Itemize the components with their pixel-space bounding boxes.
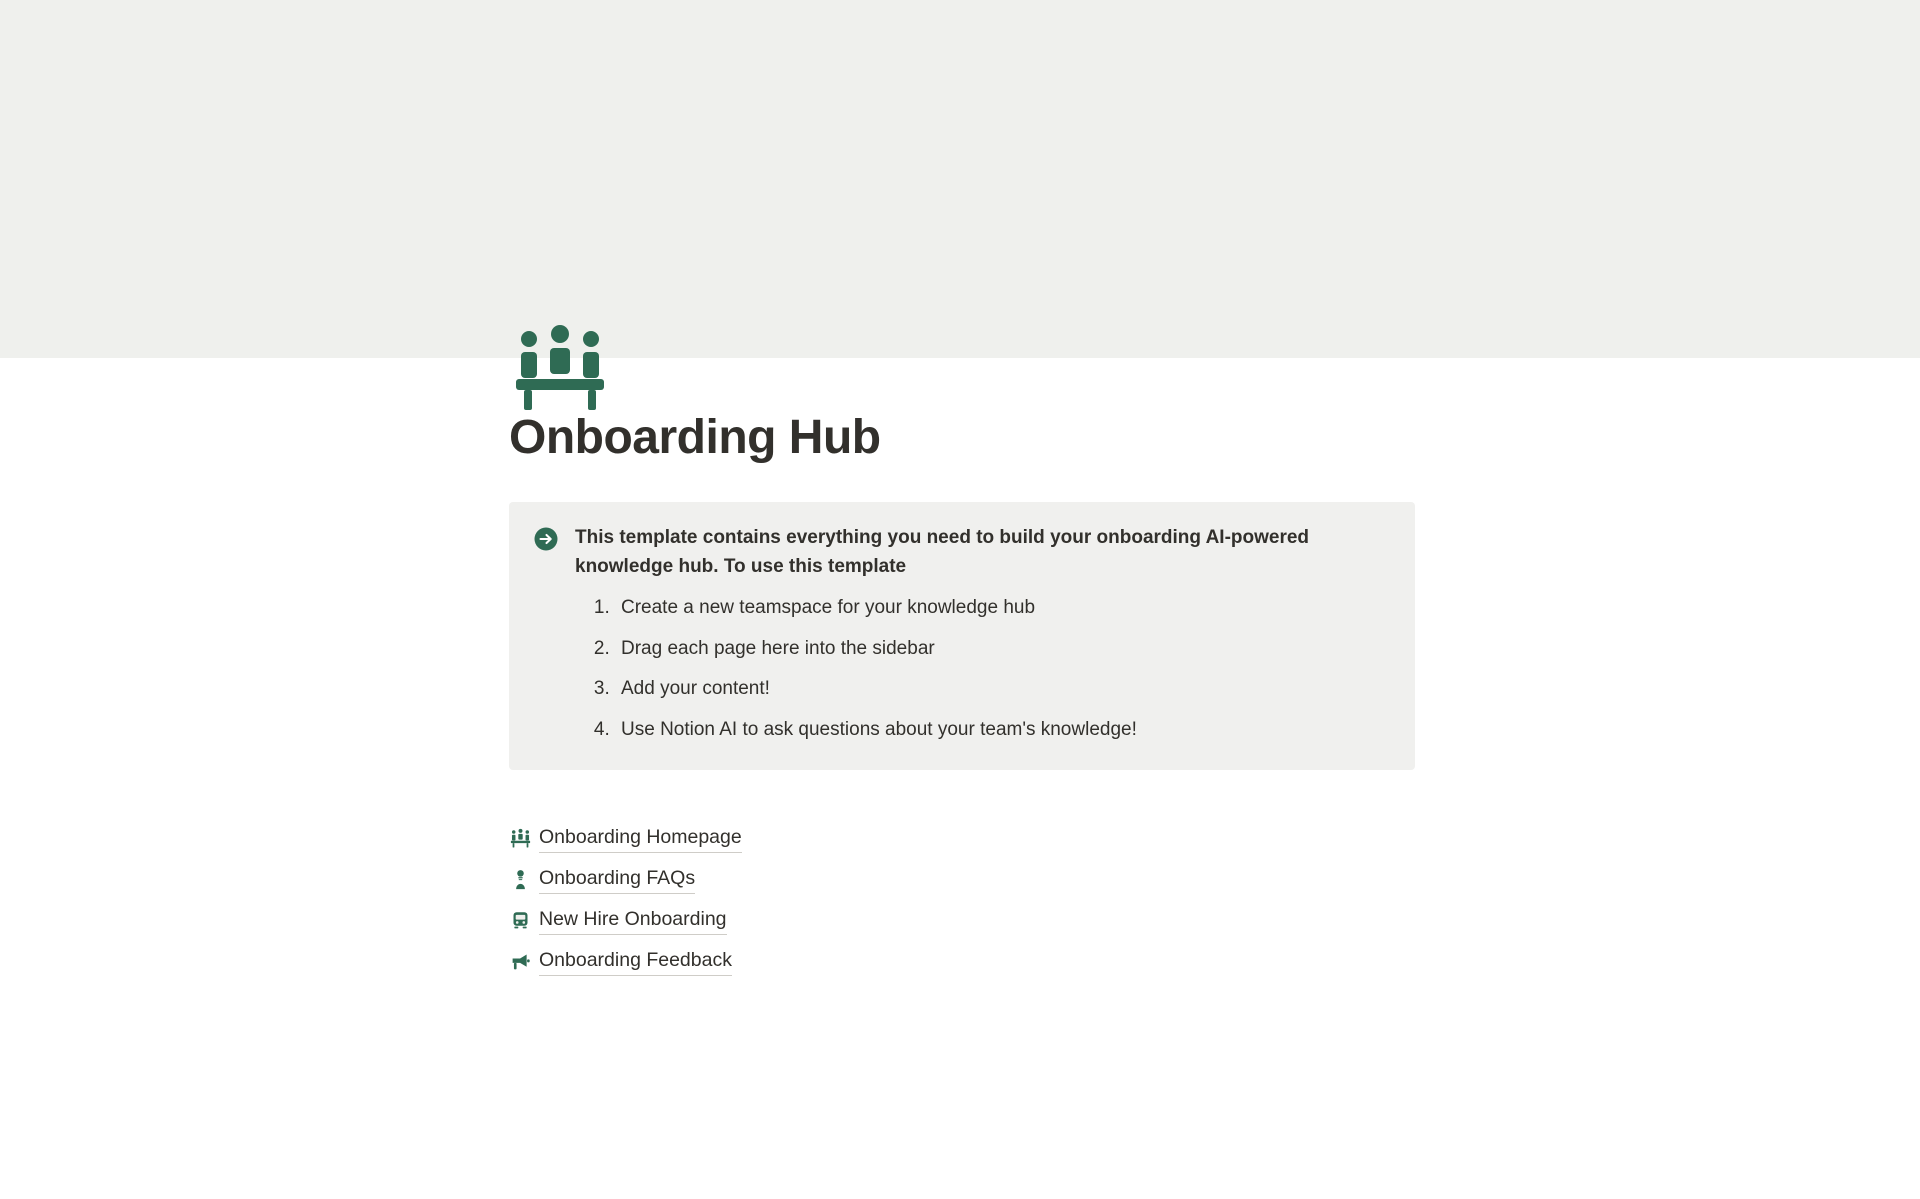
list-item: 2. Drag each page here into the sidebar — [615, 634, 1387, 663]
page-link-label[interactable]: Onboarding Homepage — [539, 824, 742, 853]
page-content — [509, 410, 1415, 982]
callout-heading: This template contains everything you need to build your onboarding AI-powered knowledge hub. To use this template — [575, 527, 1310, 577]
page-link-new-hire-onboarding[interactable] — [509, 900, 1415, 941]
page-title: Onboarding Hub — [509, 411, 881, 464]
page-link-label[interactable]: New Hire Onboarding — [539, 906, 727, 935]
page-link-onboarding-faqs[interactable] — [509, 859, 1415, 900]
page-cover — [0, 0, 1920, 358]
callout-block — [509, 502, 1415, 770]
lightbulb-person-icon — [509, 868, 531, 890]
page-icon[interactable] — [509, 318, 611, 420]
arrow-right-circle-icon — [533, 526, 559, 552]
page-link-onboarding-homepage[interactable] — [509, 818, 1415, 859]
page-link-onboarding-feedback[interactable] — [509, 941, 1415, 982]
page-links-group — [509, 818, 1415, 982]
train-icon — [509, 909, 531, 931]
callout-body — [575, 524, 1387, 744]
callout-steps-list — [575, 593, 1387, 744]
page-link-label[interactable]: Onboarding Feedback — [539, 947, 732, 976]
list-item: 3. Add your content! — [615, 674, 1387, 703]
list-item: 4. Use Notion AI to ask questions about your team's knowledge! — [615, 715, 1387, 744]
megaphone-icon — [509, 950, 531, 972]
page-link-label[interactable]: Onboarding FAQs — [539, 865, 695, 894]
list-item: 1. Create a new teamspace for your knowledge hub — [615, 593, 1387, 622]
people-at-table-icon — [509, 827, 531, 849]
